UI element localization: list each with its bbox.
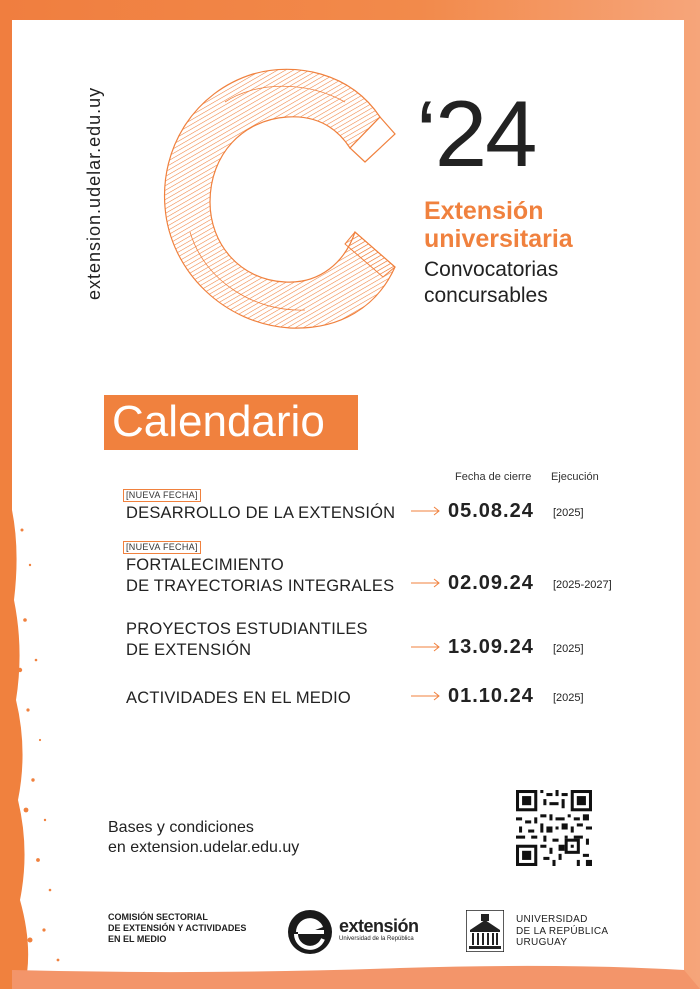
comision-line3: EN EL MEDIO — [108, 934, 167, 944]
call-name — [126, 555, 394, 597]
program-subtitle-line1: Convocatorias — [424, 258, 559, 281]
extension-logo-text: extensión — [339, 916, 419, 936]
comision-line1: COMISIÓN SECTORIAL — [108, 912, 208, 922]
qr-code-icon[interactable] — [516, 790, 592, 866]
udelar-line3: URUGUAY — [516, 937, 568, 948]
call-name-line2: DE TRAYECTORIAS INTEGRALES — [126, 577, 395, 595]
arrow-right-icon — [411, 577, 441, 589]
closing-date: 01.10.24 — [448, 685, 534, 707]
call-name-line1: PROYECTOS ESTUDIANTILES — [126, 620, 368, 638]
column-closing-date: Fecha de cierre — [455, 471, 532, 483]
program-title-line2: universitaria — [424, 225, 573, 253]
extension-logo-icon — [286, 908, 334, 956]
program-title-line1: Extensión — [424, 197, 544, 225]
bases-line2: en extension.udelar.edu.uy — [108, 839, 300, 856]
arrow-right-icon — [411, 505, 441, 517]
execution-period: [2025] — [553, 692, 584, 704]
execution-period: [2025] — [553, 643, 584, 655]
call-name: ACTIVIDADES EN EL MEDIO — [126, 689, 351, 707]
calendar-heading: Calendario — [112, 397, 325, 446]
closing-date: 02.09.24 — [448, 572, 534, 594]
execution-period: [2025-2027] — [553, 579, 612, 591]
udelar-building-logo-icon — [466, 910, 504, 952]
bases-line1: Bases y condiciones — [108, 819, 254, 836]
program-subtitle — [424, 257, 684, 309]
call-name: DESARROLLO DE LA EXTENSIÓN — [126, 504, 396, 522]
year-mark: ‘24 — [416, 81, 536, 186]
closing-date: 05.08.24 — [448, 500, 534, 522]
arrow-right-icon — [411, 690, 441, 702]
extension-logo-subtext: Universidad de la República — [339, 936, 414, 942]
new-date-badge: [NUEVA FECHA] — [123, 541, 201, 554]
closing-date: 13.09.24 — [448, 636, 534, 658]
arrow-right-icon — [411, 641, 441, 653]
udelar-line2: DE LA REPÚBLICA — [516, 925, 609, 937]
call-name-line2: DE EXTENSIÓN — [126, 641, 252, 659]
comision-line2: DE EXTENSIÓN Y ACTIVIDADES — [108, 923, 247, 933]
call-name — [126, 619, 368, 661]
program-title — [424, 197, 684, 253]
vertical-website-url: extension.udelar.edu.uy — [84, 86, 104, 300]
comision-sectorial — [108, 912, 246, 945]
udelar-line1: UNIVERSIDAD — [516, 914, 588, 925]
udelar-name — [516, 914, 608, 949]
c-logo-icon — [155, 62, 405, 334]
new-date-badge: [NUEVA FECHA] — [123, 489, 201, 502]
bases-conditions — [108, 818, 299, 858]
execution-period: [2025] — [553, 507, 584, 519]
column-execution: Ejecución — [551, 471, 599, 483]
call-name-line1: FORTALECIMIENTO — [126, 556, 284, 574]
program-subtitle-line2: concursables — [424, 284, 548, 307]
